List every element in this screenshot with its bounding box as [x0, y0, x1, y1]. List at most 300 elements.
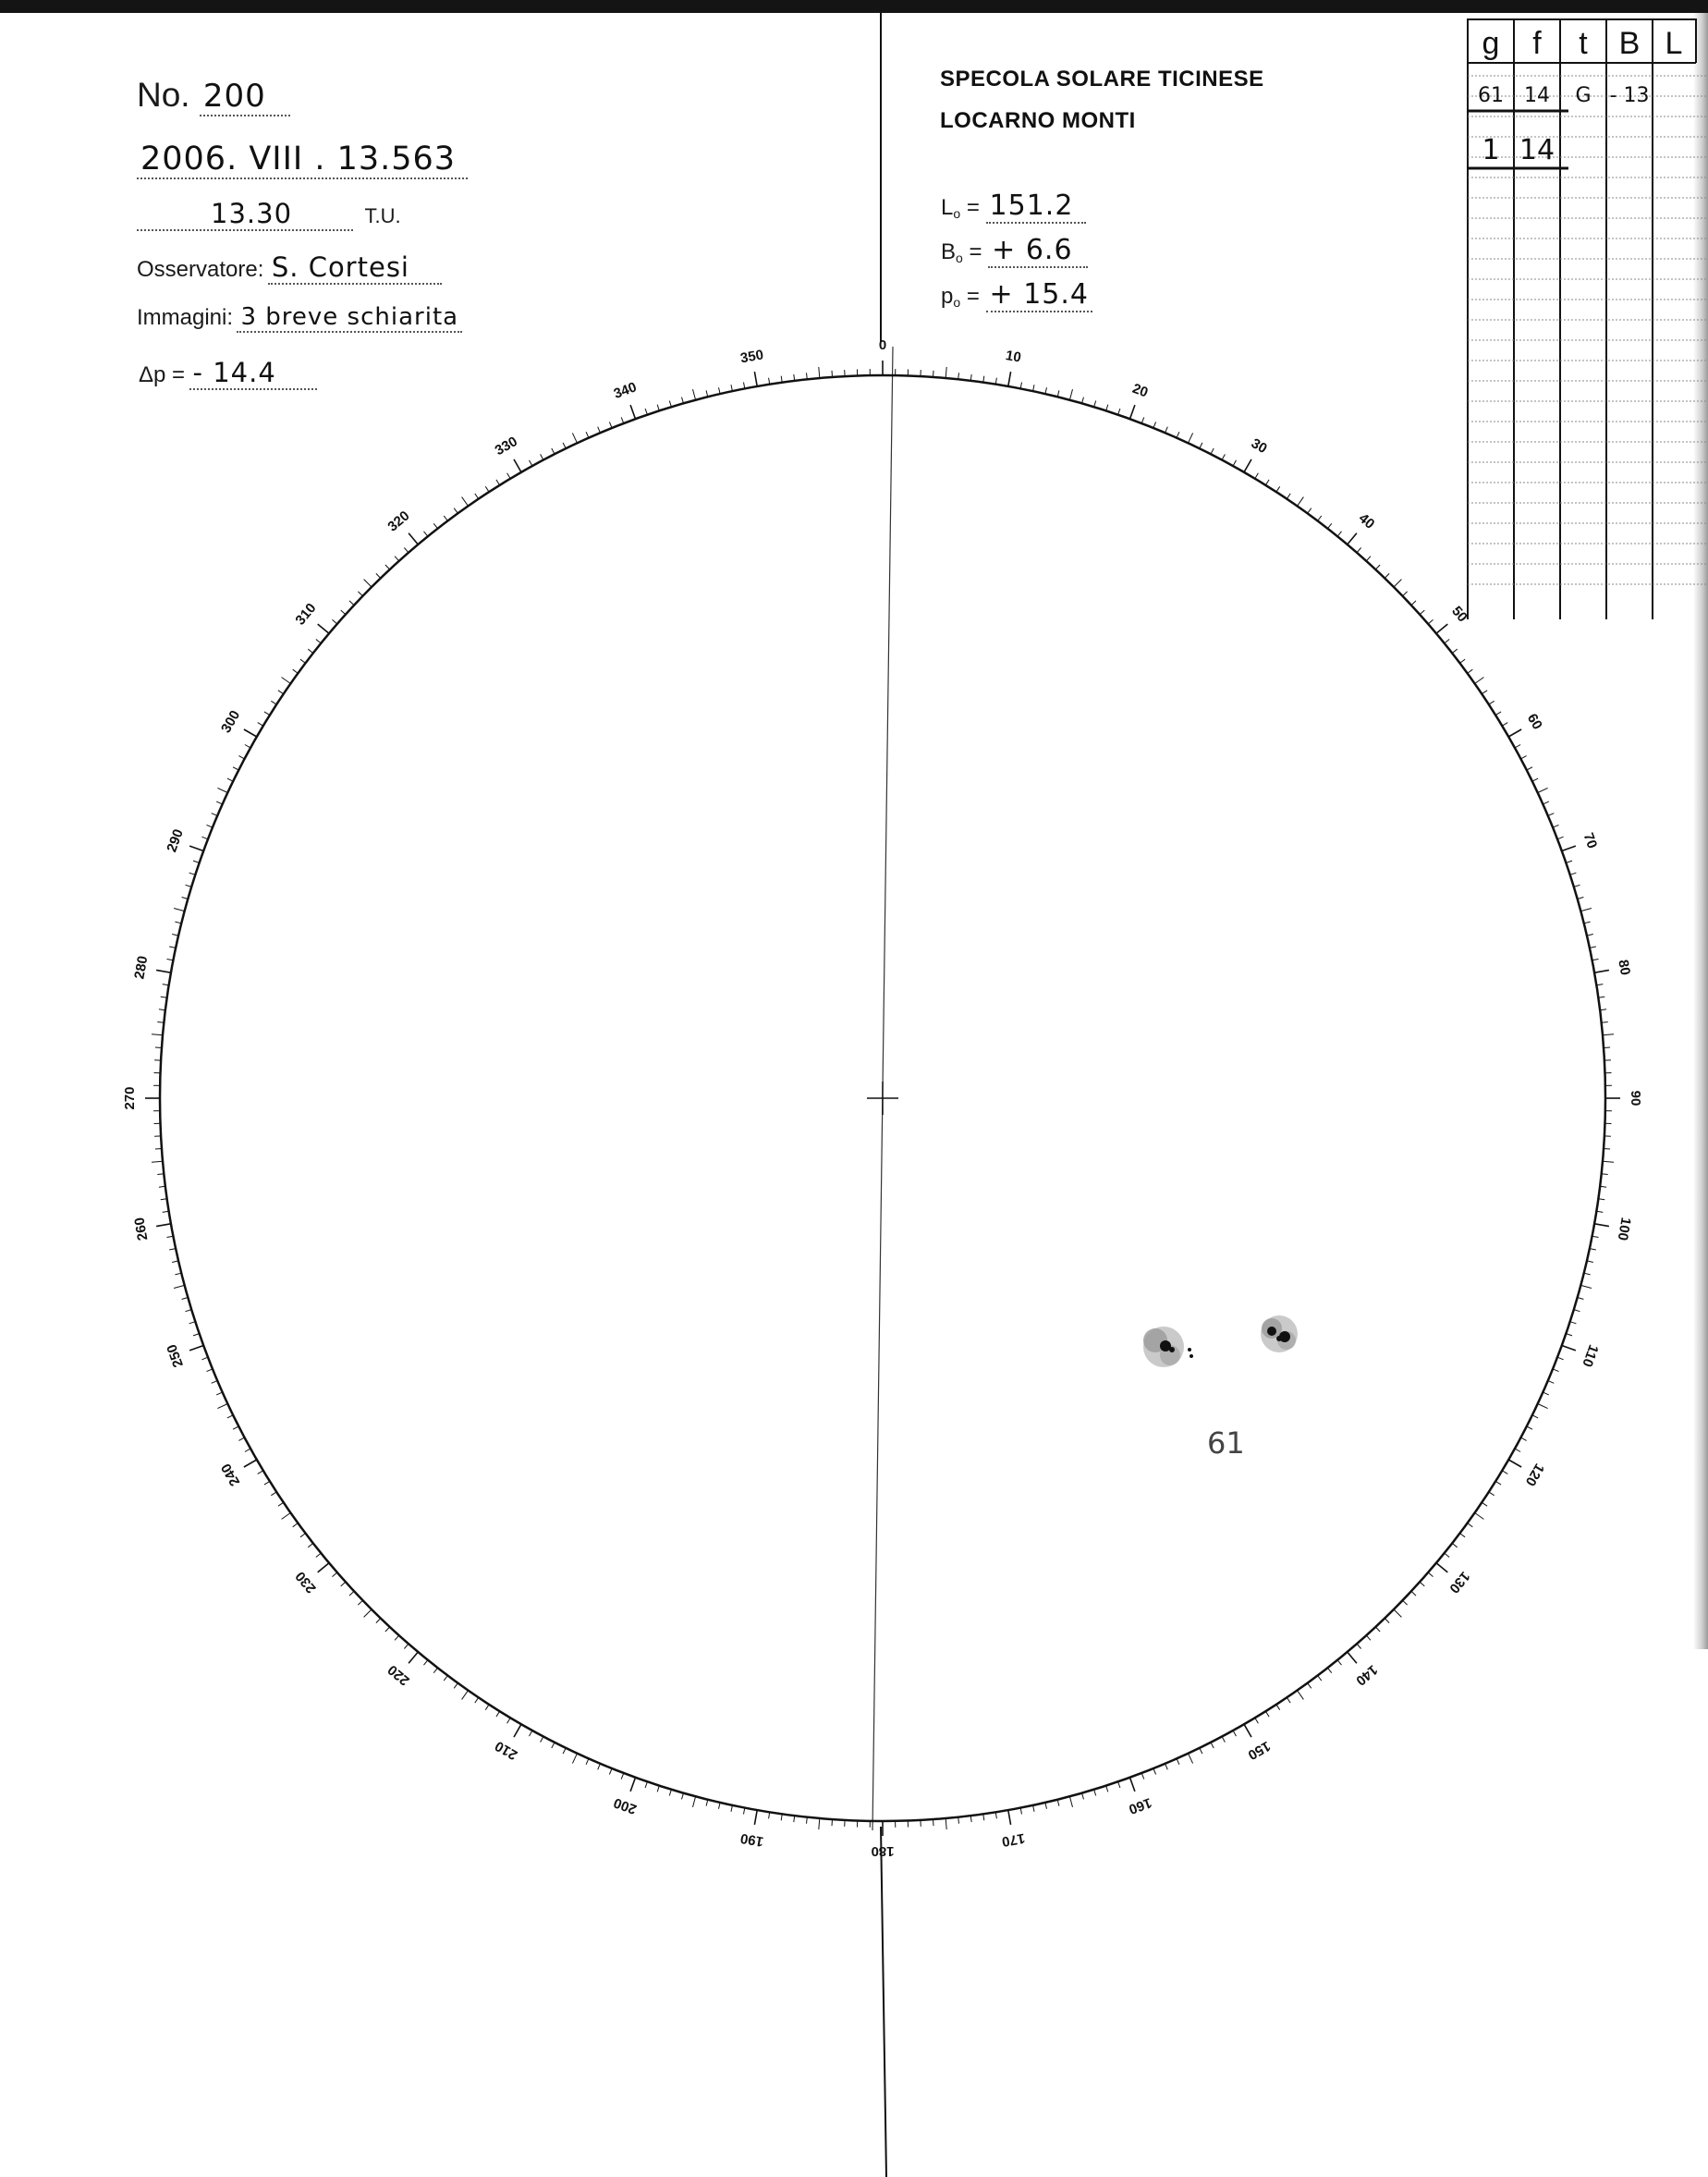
degree-label: 90 [1628, 1090, 1644, 1107]
table-header-t: t [1579, 26, 1588, 61]
tick-mark [333, 1572, 337, 1577]
tick-mark [1375, 565, 1380, 569]
tick-mark [1069, 389, 1072, 400]
tick-mark [404, 1644, 409, 1648]
tick-mark [1532, 1415, 1538, 1418]
tick-mark [645, 409, 647, 415]
tick-mark [454, 1683, 458, 1689]
tick-mark [609, 422, 612, 428]
tick-mark [278, 691, 284, 694]
degree-label: 300 [218, 707, 244, 736]
tick-mark [333, 619, 337, 624]
degree-label: 280 [131, 954, 152, 981]
degree-label: 120 [1521, 1461, 1547, 1489]
degree-label: 320 [384, 508, 413, 535]
tick-mark [1106, 405, 1108, 411]
no-value: 200 [200, 78, 290, 116]
tick-mark [245, 745, 250, 748]
param-p0-label: p [941, 284, 954, 309]
tick-mark [496, 1711, 500, 1717]
tick-mark [1189, 1754, 1193, 1764]
table-cell: 61 [1478, 84, 1504, 107]
tick-mark [1495, 1481, 1501, 1485]
tick-mark [1502, 723, 1507, 727]
tick-mark [1130, 1778, 1135, 1792]
tick-mark [193, 861, 200, 862]
tick-mark [514, 1724, 521, 1737]
param-b0-label: B [941, 239, 957, 264]
degree-label: 330 [492, 434, 520, 459]
center-cross [867, 1082, 898, 1115]
tick-mark [1468, 1523, 1473, 1527]
tick-mark [216, 1392, 222, 1395]
tick-mark [174, 909, 185, 911]
tick-mark [404, 548, 409, 553]
tick-mark [424, 1660, 428, 1666]
tick-mark [1495, 712, 1501, 715]
tick-mark [933, 1819, 934, 1826]
tick-mark [1141, 417, 1144, 423]
tick-mark [1118, 1781, 1120, 1788]
tick-mark [258, 723, 263, 727]
tick-mark [1222, 1737, 1225, 1743]
degree-label: 0 [878, 336, 887, 353]
degree-label: 110 [1579, 1342, 1602, 1369]
tick-mark [1475, 1513, 1484, 1520]
tick-mark [1244, 459, 1251, 472]
tick-mark [475, 1697, 479, 1703]
dp-value: - 14.4 [189, 357, 317, 390]
tick-mark [1548, 1381, 1555, 1384]
tick-mark [376, 573, 381, 578]
tick-mark [1515, 1449, 1520, 1451]
degree-label: 170 [1000, 1829, 1027, 1850]
tick-mark [201, 837, 208, 839]
tick-mark [1532, 778, 1538, 781]
tick-mark [1106, 1786, 1108, 1792]
tick-mark [1222, 454, 1225, 459]
tick-mark [1318, 516, 1322, 521]
tick-mark [1420, 610, 1424, 615]
institute-name: SPECOLA SOLARE TICINESE [940, 67, 1264, 92]
tick-mark [657, 1786, 659, 1792]
tick-mark [1445, 640, 1450, 643]
table-cell: 14 [1519, 134, 1556, 166]
tick-mark [832, 371, 833, 377]
degree-label: 10 [1004, 348, 1023, 366]
tick-mark [444, 1676, 447, 1682]
tick-mark [1337, 1660, 1341, 1666]
tick-mark [1298, 1691, 1304, 1700]
tick-mark [1265, 480, 1269, 485]
tick-mark [409, 533, 418, 544]
tick-mark [169, 947, 176, 948]
tick-mark [1153, 1768, 1156, 1774]
tick-mark [444, 516, 447, 521]
tick-mark [212, 813, 218, 816]
table-header-B: B [1618, 26, 1641, 61]
tick-mark [318, 624, 329, 633]
tick-mark [1468, 669, 1473, 673]
tick-mark [316, 1553, 322, 1557]
table-header-f: f [1532, 26, 1542, 61]
tick-mark [1604, 1047, 1610, 1048]
tick-mark [433, 1668, 437, 1673]
degree-label: 60 [1523, 711, 1545, 733]
tick-mark [358, 1600, 362, 1605]
tick-mark [349, 601, 354, 605]
tick-mark [507, 1718, 511, 1723]
tick-mark [1548, 813, 1555, 816]
tick-mark [308, 649, 313, 653]
tick-mark [1475, 678, 1484, 684]
group-number-label: 61 [1207, 1425, 1245, 1461]
institute-location: LOCARNO MONTI [940, 108, 1136, 133]
tick-mark [1428, 1572, 1433, 1577]
tick-mark [1562, 1346, 1576, 1351]
tick-mark [819, 367, 820, 378]
tick-mark [1538, 1404, 1548, 1409]
tick-mark [1327, 523, 1331, 529]
dp-label: Δp = [139, 362, 186, 387]
tick-mark [1008, 1810, 1011, 1825]
table-cell: 14 [1524, 84, 1550, 107]
degree-label: 180 [871, 1843, 895, 1860]
tick-mark [1265, 1711, 1269, 1717]
param-p0-sub: o [953, 295, 961, 311]
degree-label: 40 [1355, 510, 1378, 532]
tick-mark [1538, 788, 1548, 792]
tick-mark [282, 678, 291, 684]
tick-mark [395, 1635, 399, 1640]
tick-mark [1445, 1553, 1450, 1557]
tick-mark [244, 1460, 257, 1467]
tick-mark [1308, 508, 1312, 514]
tick-mark [1276, 1705, 1280, 1710]
tick-mark [395, 556, 399, 561]
tick-mark [541, 1737, 543, 1743]
tick-mark [1557, 837, 1564, 839]
table-cell: G [1575, 84, 1592, 107]
degree-label: 20 [1129, 380, 1151, 401]
tick-mark [217, 788, 227, 792]
tick-mark [293, 669, 299, 673]
param-p0-value: + 15.4 [986, 278, 1092, 312]
images-label: Immagini: [137, 305, 234, 330]
tick-mark [238, 756, 244, 759]
tick-mark [1327, 1668, 1331, 1673]
tick-mark [1366, 556, 1371, 561]
tick-mark [238, 1437, 244, 1440]
tick-mark [212, 1381, 218, 1384]
tick-mark [1557, 1357, 1564, 1360]
param-l0-eq: = [960, 195, 986, 220]
degree-label: 80 [1615, 958, 1633, 977]
tick-mark [1460, 1534, 1466, 1537]
tick-mark [563, 1748, 566, 1754]
tick-mark [1420, 1582, 1424, 1586]
tick-mark [693, 1796, 696, 1807]
degree-label: 200 [611, 1794, 640, 1817]
tick-mark [174, 1285, 185, 1288]
table-cell: - 13 [1609, 84, 1650, 107]
tick-mark [233, 1426, 238, 1429]
tick-mark [598, 1764, 601, 1770]
tick-mark [155, 1149, 162, 1150]
tick-mark [1411, 1591, 1416, 1596]
tick-mark [1375, 1627, 1380, 1632]
tick-mark [485, 486, 489, 492]
tick-mark [1394, 580, 1401, 587]
tick-mark [572, 433, 577, 443]
tick-mark [598, 427, 601, 434]
tick-mark [1508, 729, 1521, 737]
tick-mark [1452, 649, 1458, 653]
degree-label: 140 [1352, 1661, 1381, 1689]
tick-mark [152, 1034, 163, 1035]
tick-mark [1318, 1676, 1322, 1682]
tick-mark [1366, 1635, 1371, 1640]
tick-mark [1411, 601, 1416, 605]
tick-mark [264, 712, 270, 715]
degree-label: 350 [738, 347, 765, 367]
tick-mark [1527, 767, 1532, 770]
tick-mark [1308, 1683, 1312, 1689]
tick-mark [1403, 1600, 1408, 1605]
tick-mark [300, 1534, 306, 1537]
tick-mark [1594, 1224, 1609, 1227]
tick-mark [1255, 473, 1259, 479]
param-l0-label: L [941, 195, 954, 220]
tick-mark [376, 1619, 381, 1623]
tick-mark [1482, 691, 1487, 694]
tick-mark [156, 970, 171, 972]
tick-mark [541, 454, 543, 459]
tick-mark [156, 1224, 171, 1227]
degree-label: 100 [1614, 1216, 1634, 1242]
tick-mark [1141, 1773, 1144, 1780]
tick-mark [271, 1492, 276, 1496]
tick-mark [1069, 1796, 1072, 1807]
tick-mark [1482, 1502, 1487, 1506]
tick-mark [189, 1322, 196, 1324]
tick-mark [300, 659, 306, 663]
images-value: 3 breve schiarita [237, 303, 462, 333]
tick-mark [1357, 548, 1361, 553]
param-l0-value: 151.2 [986, 190, 1086, 224]
tick-mark [1287, 494, 1290, 499]
tick-mark [1580, 1285, 1592, 1288]
tick-mark [1590, 1249, 1596, 1250]
tick-mark [152, 1161, 163, 1162]
tick-mark [630, 405, 635, 419]
tick-mark [1298, 497, 1304, 507]
tick-mark [485, 1705, 489, 1710]
tick-mark [1436, 624, 1447, 633]
tick-mark [1357, 1644, 1361, 1648]
table-cell: 1 [1482, 134, 1500, 166]
param-b0-sub: o [956, 251, 963, 266]
tick-mark [1165, 427, 1168, 434]
tick-mark [233, 767, 238, 770]
param-l0-sub: o [953, 206, 961, 222]
tick-mark [657, 405, 659, 411]
tick-mark [1460, 659, 1466, 663]
tick-mark [1130, 405, 1135, 419]
tick-mark [462, 497, 469, 507]
param-b0-value: + 6.6 [988, 234, 1088, 268]
tick-mark [207, 825, 213, 827]
tick-mark [609, 1768, 612, 1774]
tick-mark [1603, 1034, 1614, 1035]
tick-mark [1385, 573, 1389, 578]
tick-mark [1570, 873, 1577, 874]
tick-mark [1566, 861, 1572, 862]
tick-mark [1570, 1322, 1577, 1324]
tick-mark [563, 443, 566, 448]
tick-mark [316, 640, 322, 643]
tick-mark [1452, 1543, 1458, 1547]
tick-mark [364, 580, 372, 587]
degree-label: 150 [1245, 1737, 1274, 1763]
tick-mark [1233, 1731, 1236, 1736]
tick-mark [1489, 1492, 1494, 1496]
tick-mark [227, 778, 233, 781]
time-value: 13.30 [137, 198, 353, 231]
tick-mark [475, 494, 479, 499]
tick-mark [1521, 1437, 1527, 1440]
tick-mark [207, 1369, 213, 1372]
tick-mark [271, 701, 276, 704]
tick-mark [586, 432, 589, 437]
degree-label: 290 [164, 826, 187, 855]
degree-label: 70 [1580, 830, 1601, 851]
tick-mark [201, 1357, 208, 1360]
tick-mark [1255, 1718, 1259, 1723]
tick-mark [1436, 1563, 1447, 1572]
tick-mark [1200, 443, 1202, 448]
degree-label: 220 [384, 1661, 413, 1689]
tick-mark [514, 459, 521, 472]
tick-mark [245, 1449, 250, 1451]
tick-mark [1033, 385, 1034, 391]
tick-mark [424, 532, 428, 537]
tick-mark [1244, 1724, 1251, 1737]
tick-mark [530, 1731, 532, 1736]
tick-mark [1508, 1460, 1521, 1467]
tick-mark [282, 1513, 291, 1520]
tick-mark [189, 873, 196, 874]
tick-mark [1590, 947, 1596, 948]
tick-mark [572, 1754, 577, 1764]
degree-label: 210 [492, 1737, 520, 1763]
tick-mark [1200, 1748, 1202, 1754]
tick-mark [1604, 1149, 1610, 1150]
tick-mark [155, 1047, 162, 1048]
tick-mark [454, 508, 458, 514]
tick-mark [1177, 1758, 1179, 1764]
degree-label: 160 [1126, 1794, 1154, 1817]
tick-mark [244, 729, 257, 737]
tick-mark [1553, 825, 1558, 827]
degree-label: 310 [292, 600, 320, 629]
tick-mark [1489, 701, 1494, 704]
tick-mark [278, 1502, 284, 1506]
tick-mark [586, 1758, 589, 1764]
tick-mark [1348, 1652, 1357, 1663]
tick-mark [216, 801, 222, 804]
tick-mark [1394, 1609, 1401, 1617]
date-value: 2006. VIII . 13.563 [137, 141, 468, 179]
tick-mark [1348, 533, 1357, 544]
degree-label: 240 [218, 1461, 244, 1489]
param-b0-eq: = [962, 239, 989, 264]
tick-mark [1385, 1619, 1389, 1623]
sunspot-following [1261, 1315, 1298, 1352]
tick-mark [1177, 432, 1179, 437]
tick-mark [318, 1563, 329, 1572]
tick-mark [832, 1819, 833, 1826]
degree-label: 50 [1448, 603, 1470, 626]
observer-label: Osservatore: [137, 257, 264, 282]
tick-mark [496, 480, 500, 485]
tick-mark [552, 448, 555, 454]
degree-label: 190 [738, 1829, 765, 1850]
tick-mark [227, 1415, 233, 1418]
tick-mark [1566, 1334, 1572, 1336]
tick-mark [1153, 422, 1156, 428]
tick-mark [189, 846, 203, 850]
tick-mark [1543, 1392, 1548, 1395]
tick-mark [1543, 801, 1548, 804]
tick-mark [933, 371, 934, 377]
tick-mark [1502, 1471, 1507, 1474]
tick-mark [1428, 619, 1433, 624]
tick-mark [754, 1810, 757, 1825]
tick-mark [645, 1781, 647, 1788]
tick-mark [433, 523, 437, 529]
tick-mark [621, 417, 624, 423]
axis-line-bottom [881, 1827, 886, 2177]
tick-mark [1033, 1805, 1034, 1812]
tick-mark [731, 385, 732, 391]
degree-label: 270 [121, 1086, 138, 1110]
tick-mark [409, 1652, 418, 1663]
tick-mark [1594, 970, 1609, 972]
tick-mark [1337, 532, 1341, 537]
tick-mark [1233, 460, 1236, 466]
tick-mark [189, 1346, 203, 1351]
tick-mark [264, 1481, 270, 1485]
tick-mark [552, 1743, 555, 1748]
tick-mark [193, 1334, 200, 1336]
tick-mark [731, 1805, 732, 1812]
tick-mark [217, 1404, 227, 1409]
tick-mark [507, 473, 511, 479]
tick-mark [630, 1778, 635, 1792]
tick-mark [462, 1691, 469, 1700]
no-label: No. [137, 76, 190, 114]
tick-mark [385, 1627, 390, 1632]
tick-mark [1276, 486, 1280, 492]
tick-mark [341, 1582, 346, 1586]
tick-mark [358, 592, 362, 596]
tick-mark [169, 1249, 176, 1250]
tick-mark [258, 1471, 263, 1474]
tick-mark [530, 460, 532, 466]
time-unit: T.U. [364, 204, 401, 227]
tick-mark [693, 389, 696, 400]
